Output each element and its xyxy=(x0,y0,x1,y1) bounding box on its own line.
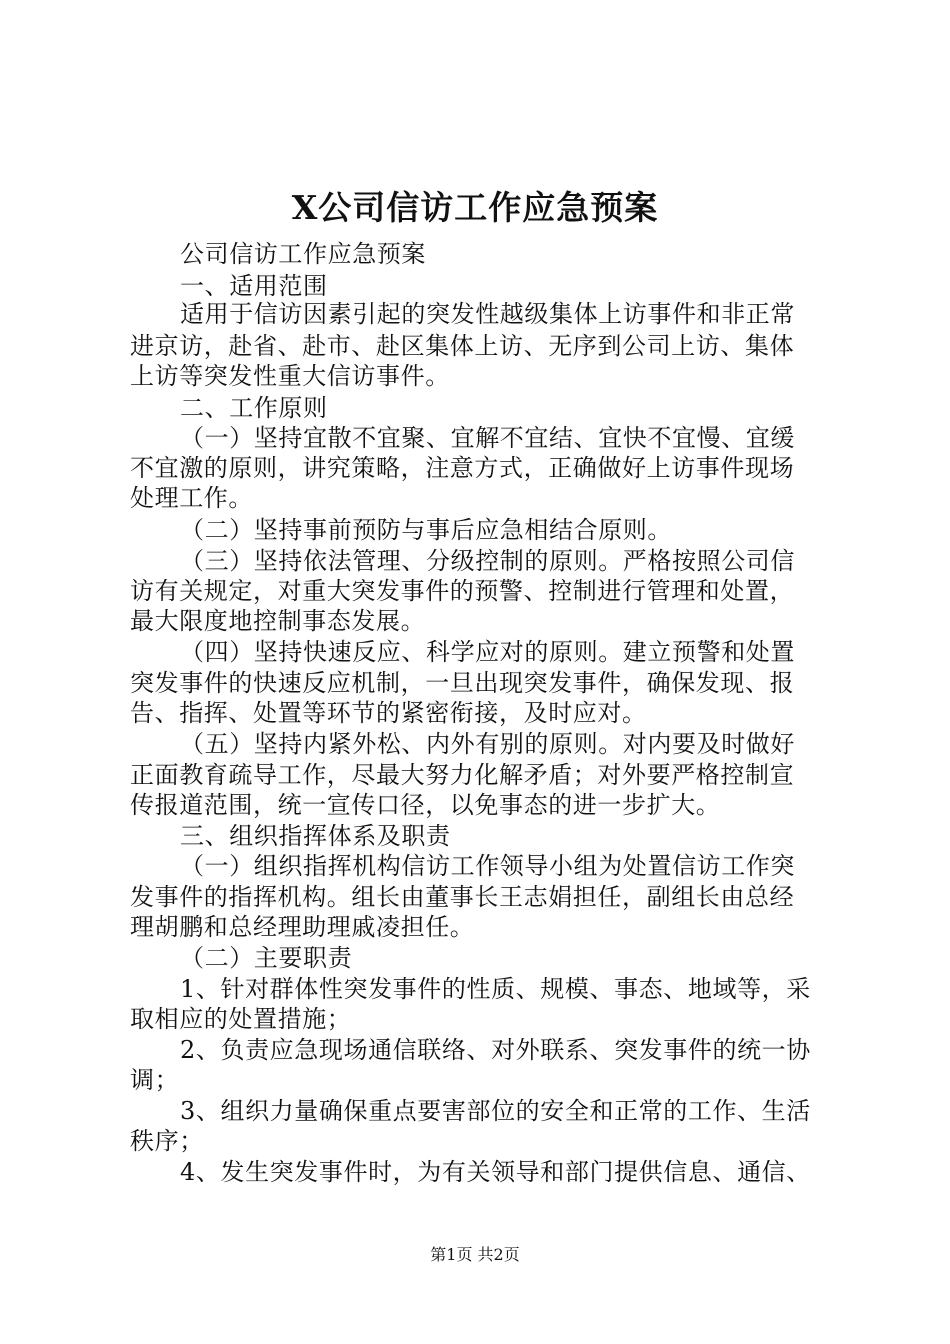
body-line: 调； xyxy=(130,1066,180,1094)
body-line: （五）坚持内紧外松、内外有别的原则。对内要及时做好 xyxy=(180,730,795,758)
body-line: 正面教育疏导工作，尽最大努力化解矛盾；对外要严格控制宣 xyxy=(130,761,795,789)
body-line: 传报道范围，统一宣传口径，以免事态的进一步扩大。 xyxy=(130,791,721,819)
body-line: 取相应的处置措施； xyxy=(130,1005,352,1033)
body-line: 突发事件的快速反应机制，一旦出现突发事件，确保发现、报 xyxy=(130,669,795,697)
body-line: 理胡鹏和总经理助理戚凌担任。 xyxy=(130,913,475,941)
body-line: 上访等突发性重大信访事件。 xyxy=(130,362,450,390)
body-line: 二、工作原则 xyxy=(180,394,328,422)
body-line: （三）坚持依法管理、分级控制的原则。严格按照公司信 xyxy=(180,547,795,575)
body-line: 访有关规定，对重大突发事件的预警、控制进行管理和处置， xyxy=(130,577,795,605)
body-line: 一、适用范围 xyxy=(180,272,328,300)
body-line: 2、负责应急现场通信联络、对外联系、突发事件的统一协 xyxy=(180,1036,811,1064)
body-line: 发事件的指挥机构。组长由董事长王志娟担任，副组长由总经 xyxy=(130,883,795,911)
body-line: 告、指挥、处置等环节的紧密衔接，及时应对。 xyxy=(130,699,647,727)
body-line: 处理工作。 xyxy=(130,484,253,512)
body-line: （一）组织指挥机构信访工作领导小组为处置信访工作突 xyxy=(180,852,795,880)
body-line: （一）坚持宜散不宜聚、宜解不宜结、宜快不宜慢、宜缓 xyxy=(180,424,795,452)
body-line: 3、组织力量确保重点要害部位的安全和正常的工作、生活 xyxy=(180,1097,811,1125)
body-line: （二）坚持事前预防与事后应急相结合原则。 xyxy=(180,516,672,544)
body-line: 适用于信访因素引起的突发性越级集体上访事件和非正常 xyxy=(180,300,795,328)
body-line: 最大限度地控制事态发展。 xyxy=(130,607,426,635)
body-line: 4、发生突发事件时，为有关领导和部门提供信息、通信、 xyxy=(180,1158,811,1186)
body-line: 1、针对群体性突发事件的性质、规模、事态、地域等，采 xyxy=(180,975,811,1003)
body-line: 不宜激的原则，讲究策略，注意方式，正确做好上访事件现场 xyxy=(130,454,795,482)
body-line: 进京访，赴省、赴市、赴区集体上访、无序到公司上访、集体 xyxy=(130,332,795,360)
body-line: （四）坚持快速反应、科学应对的原则。建立预警和处置 xyxy=(180,638,795,666)
body-line: 公司信访工作应急预案 xyxy=(180,240,426,268)
page-footer: 第1页 共2页 xyxy=(430,1245,520,1264)
page-title: X公司信访工作应急预案 xyxy=(291,188,659,227)
body-line: （二）主要职责 xyxy=(180,944,353,972)
body-line: 秩序； xyxy=(130,1127,204,1155)
body-line: 三、组织指挥体系及职责 xyxy=(180,822,451,850)
